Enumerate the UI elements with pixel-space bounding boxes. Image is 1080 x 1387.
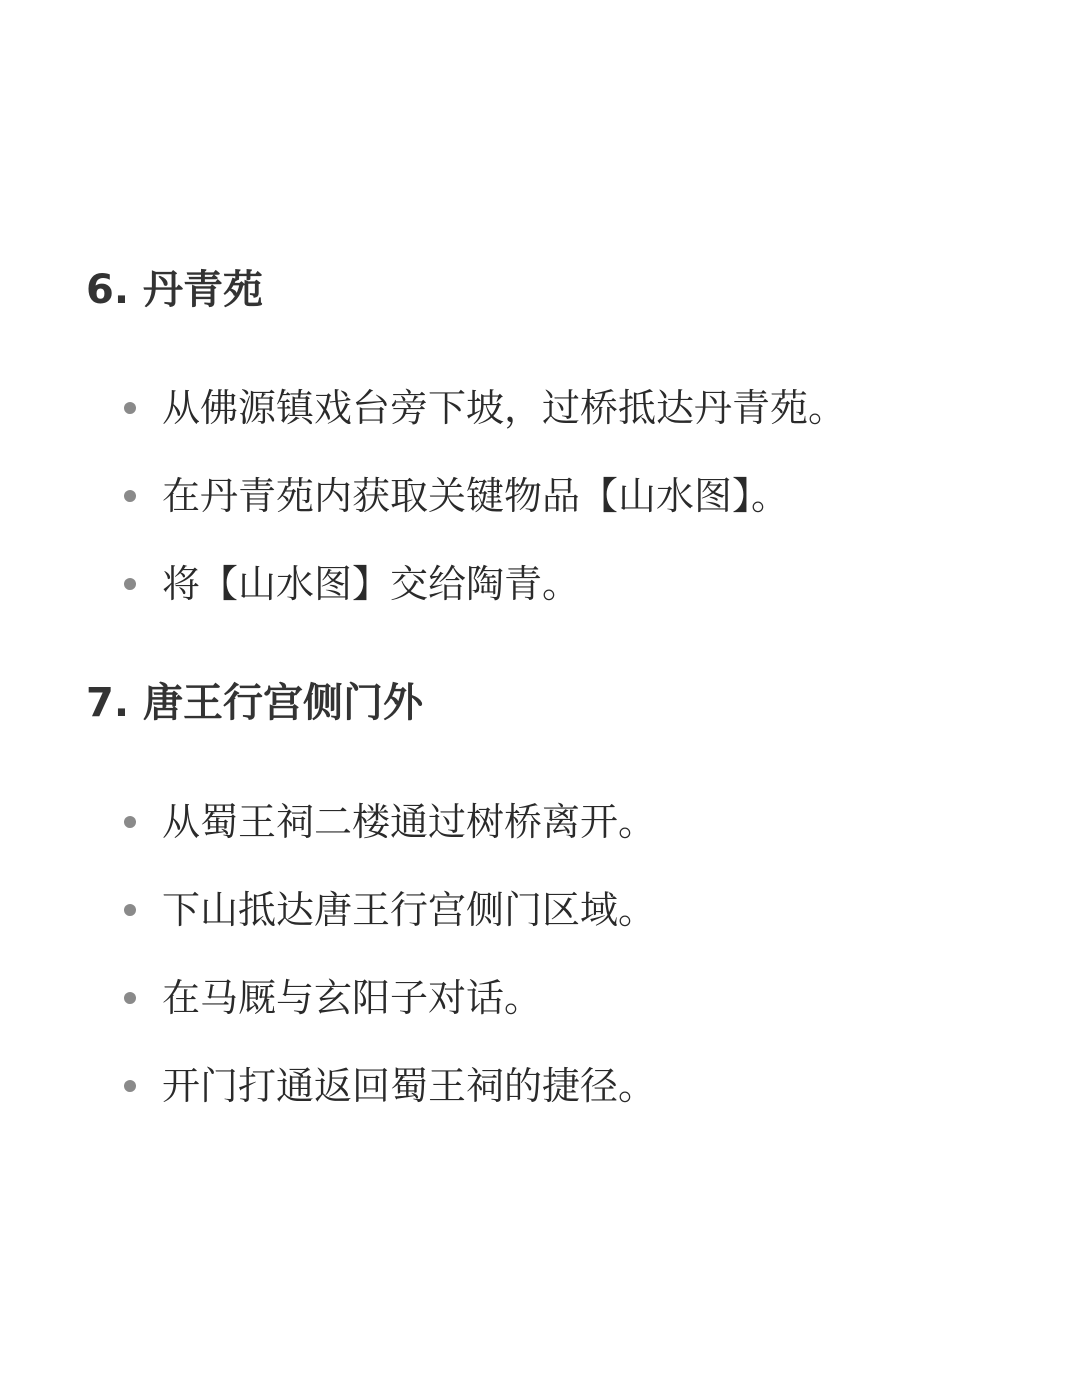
bullet-dot-icon bbox=[124, 816, 136, 828]
section-heading-7: 7. 唐王行宫侧门外 bbox=[86, 680, 423, 726]
bullet-dot-icon bbox=[124, 1080, 136, 1092]
list-item-text: 从佛源镇戏台旁下坡，过桥抵达丹青苑。 bbox=[162, 386, 847, 430]
bullet-dot-icon bbox=[124, 992, 136, 1004]
bullet-dot-icon bbox=[124, 490, 136, 502]
list-item-text: 在马厩与玄阳子对话。 bbox=[162, 976, 543, 1020]
list-item-text: 从蜀王祠二楼通过树桥离开。 bbox=[162, 800, 657, 844]
bullet-dot-icon bbox=[124, 578, 136, 590]
list-item-text: 开门打通返回蜀王祠的捷径。 bbox=[162, 1064, 657, 1108]
list-item-text: 下山抵达唐王行宫侧门区域。 bbox=[162, 888, 657, 932]
list-item-text: 在丹青苑内获取关键物品【山水图】。 bbox=[162, 474, 790, 518]
list-item-text: 将【山水图】交给陶青。 bbox=[162, 562, 581, 606]
bullet-dot-icon bbox=[124, 904, 136, 916]
bullet-dot-icon bbox=[124, 402, 136, 414]
section-heading-6: 6. 丹青苑 bbox=[86, 267, 263, 313]
